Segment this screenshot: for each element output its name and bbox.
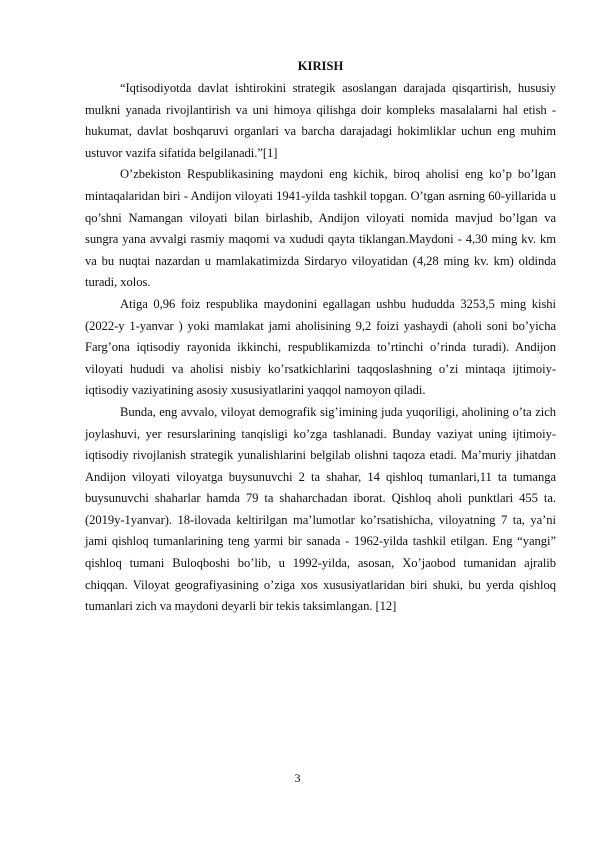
section-title: KIRISH xyxy=(297,59,344,73)
paragraph-region-history: O’zbekiston Respublikasining maydoni eng kichik, biroq aholisi eng ko’p bo’lgan mintaqalaridan biri - Andijon viloyati 1941-yilda tashkil topgan. O’tgan asrning 60-yillarida u qo’shni Namangan viloyati bilan birlashib, Andijon viloyati nomida mavjud bo’lgan va sungra yana avvalgi rasmiy maqomi va xududi qayta tiklangan.Maydoni - 4,30 ming kv. km va bu nuqtai nazardan u mamlakatimizda Sirdaryo viloyatidan (4,28 ming kv. km) oldinda turadi, xolos. xyxy=(85,167,556,290)
document-body xyxy=(85,56,556,618)
paragraph-quote: “Iqtisodiyotda davlat ishtirokini strategik asoslangan darajada qisqartirish, hususiy mulkni yanada rivojlantirish va uni himoya qilishga doir kompleks masalalarni hal etish - hukumat, davlat boshqaruvi organlari va barcha darajadagi hokimliklar uchun eng muhim ustuvor vazifa sifatida belgilanadi.”[1] xyxy=(85,81,556,160)
paragraph-administration: Bunda, eng avvalo, viloyat demografik sig’imining juda yuqoriligi, aholining o’ta zich joylashuvi, yer resurslarining tanqisligi ko’zga tashlanadi. Bunday vaziyat uning ijtimoiy-iqtisodiy rivojlanish strategik yunalishlarini belgilab olishni taqoza etadi. Ma’muriy jihatdan Andijon viloyati viloyatga buysunuvchi 2 ta shahar, 14 qishloq tumanlari,11 ta tumanga buysunuvchi shaharlar hamda 79 ta shaharchadan iborat. Qishloq aholi punktlari 455 ta. (2019y-1yanvar). 18-ilovada keltirilgan ma’lumotlar ko’rsatishicha, viloyatning 7 ta, ya’ni jami qishloq tumanlarining teng yarmi bir sanada - 1962-yilda tashkil etilgan. Eng “yangi” qishloq tumani Buloqboshi bo’lib, u 1992-yilda, asosan, Xo’jaobod tumanidan ajralib chiqqan. Viloyat geografiyasining o’ziga xos xususiyatlaridan biri shuki, bu yerda qishloq tumanlari zich va maydoni deyarli bir tekis taksimlangan. [12] xyxy=(85,404,556,614)
paragraph-population: Atiga 0,96 foiz respublika maydonini egallagan ushbu hududda 3253,5 ming kishi (2022-y 1-yanvar ) yoki mamlakat jami aholisining 9,2 foizi yashaydi (aholi soni bo’yicha Farg’ona iqtisodiy rayonida ikkinchi, respublikamizda to’rtinchi o’rinda turadi). Andijon viloyati hududi va aholisi nisbiy ko’rsatkichlarini taqqoslashning o’zi mintaqa ijtimoiy-iqtisodiy vaziyatining asosiy xususiyatlarini yaqqol namoyon qiladi. xyxy=(85,296,556,398)
page-number: 3 xyxy=(294,771,301,785)
